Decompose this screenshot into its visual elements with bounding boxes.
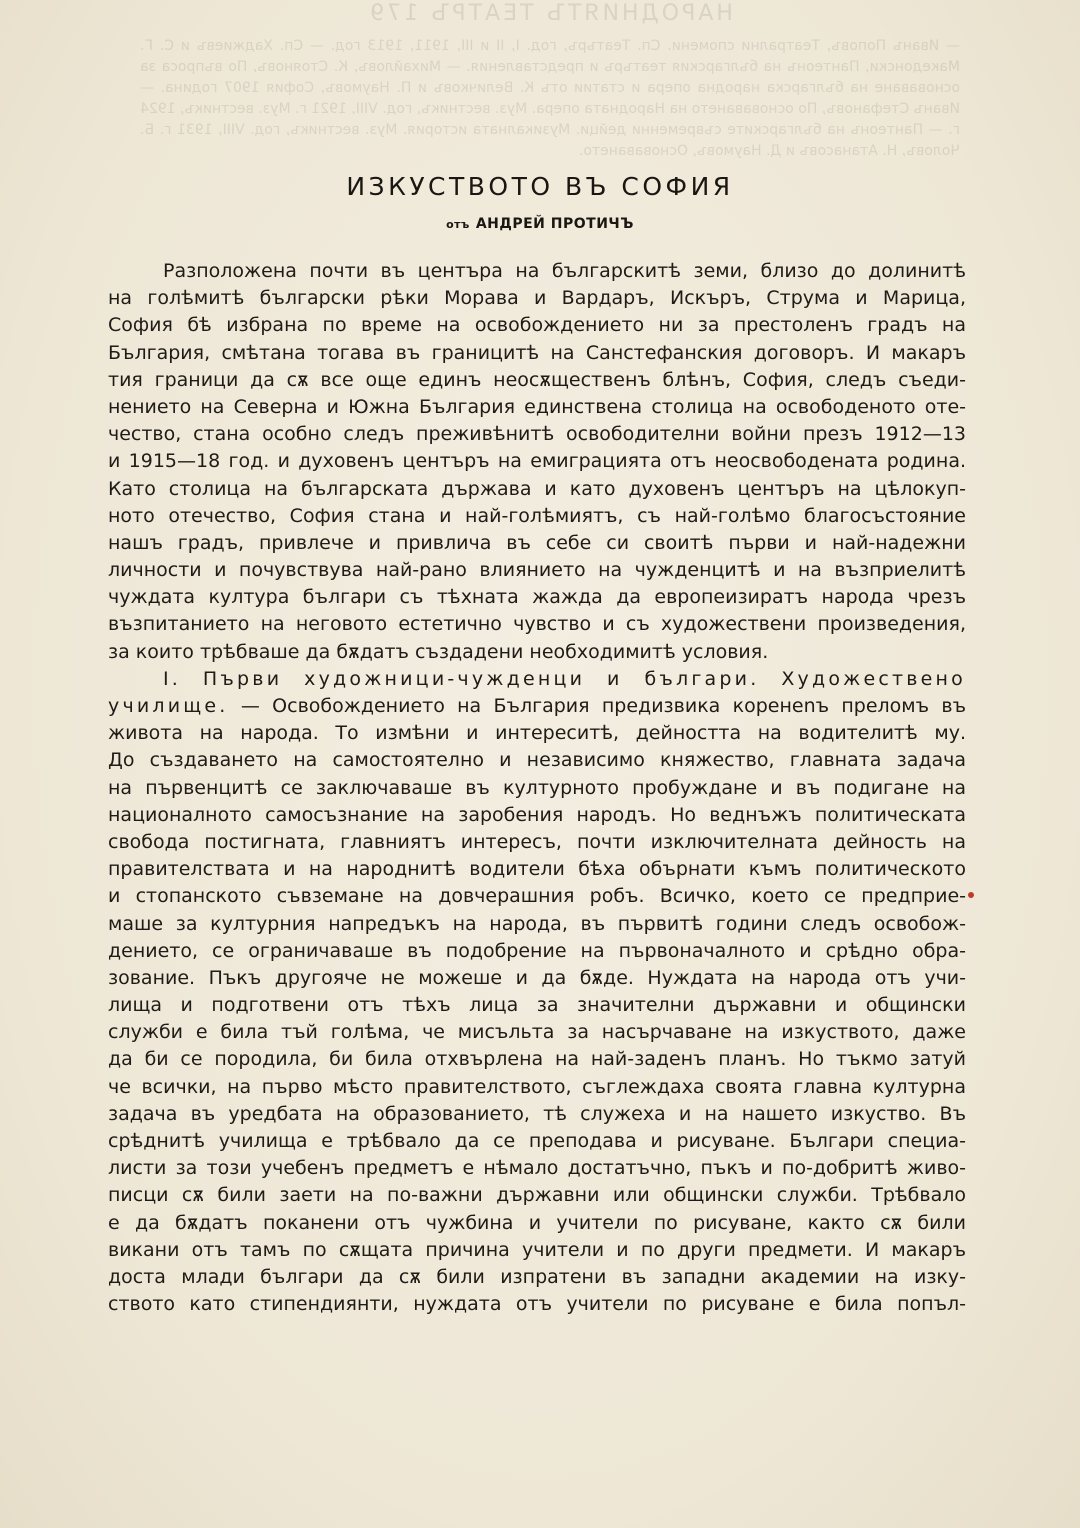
text-line: личности и почувствува най-рано влиянието на чужденцитѣ и на възприелитѣ (108, 559, 966, 582)
text-line: живота на народа. То измѣни и интереситѣ, дейността на водителитѣ му. (108, 722, 966, 745)
text-line: да би се породила, би била отхвърлена на най-заденъ планъ. Но тъкмо затуй (108, 1048, 966, 1071)
text-line: Като столица на българската държава и като духовенъ центъръ на цѣлокуп- (108, 477, 966, 500)
text-line: чество, стана особно следъ преживѣнитѣ освободителни войни презъ 1912—13 (108, 423, 966, 446)
text-line: листи за този учебенъ предметъ е нѣмало достатъчно, пъкъ и по-добритѣ живо- (108, 1157, 966, 1180)
paragraph-2 (108, 666, 966, 1319)
text-line: маше за културния напредъкъ на народа, въ първитѣ години следъ освобож- (108, 912, 966, 935)
text-line: зование. Пъкъ другояче не можеше и да бѫде. Нуждата на народа отъ учи- (108, 966, 966, 989)
text-line: чуждата култура българи съ тѣхната жажда да европеизиратъ народа чрезъ (108, 586, 966, 609)
author-name: АНДРЕЙ ПРОТИЧЪ (475, 216, 634, 232)
text-line: и 1915—18 год. и духовенъ центъръ на емиграцията отъ неосвободената родина. (108, 450, 966, 473)
text-line: е да бѫдатъ поканени отъ чужбина и учители по рисуване, както сѫ били (108, 1211, 966, 1234)
text-line: възпитанието на неговото естетично чувство и съ художествени произведения, (108, 613, 966, 636)
text-line: дението, се ограничаваше въ подобрение на първоначалното и срѣдно обра- (108, 939, 966, 962)
text-line: доста млади българи да сѫ били изпратени въ западни академии на изку- (108, 1265, 966, 1288)
margin-marker-dot (968, 892, 974, 898)
article-title: ИЗКУСТВОТО ВЪ СОФИЯ (346, 172, 734, 201)
text-line: нението на Северна и Южна България единствена столица на освободеното оте- (108, 395, 966, 418)
text-fragment: — Освобождението на България предизвика коренenъ преломъ въ (228, 695, 966, 717)
text-line: ното отечество, София стана и най-голѣмиятъ, съ най-голѣмо благосъстояние (108, 504, 966, 527)
text-line: тия граници да сѫ все още единъ неосѫщественъ блѣнъ, София, следъ съеди- (108, 368, 966, 391)
text-line: за които трѣбваше да бѫдатъ създадени необходимитѣ условия. (108, 640, 769, 663)
byline (0, 216, 1080, 232)
text-line: свобода постигната, главниятъ интересъ, почти изключителната дейность на (108, 830, 966, 853)
text-line: на голѣмитѣ български рѣки Морава и Вардаръ, Искъръ, Струма и Марица, (108, 287, 966, 310)
text-line: лища и подготвени отъ тѣхъ лица за значителни държавни и общински (108, 994, 966, 1017)
section-heading: I. Първи художници-чужденци и българи. Художествено (163, 667, 966, 690)
bleed-through-paragraph: — Иванъ Поповъ, Театрални спомени. Сп. Театъръ, год. I, II и III, 1911, 1913 год. — Сп. Хаджиевъ и С. Г. Македонски, Пантеонъ на българския театъръ и представления. — Михайловъ, К. Стояновъ, По въпроса за основаване на българска народна опера и статии отъ К. Величковъ и П. Наумовъ, София 1907 година. — Иванъ Стефановъ, По основаването на Народната опера. Муз. вестникъ, год. VIII, 1921 г. Муз. вестникъ, 1924 г. — Пантеонъ на българските съвременни дейци. Музикалната история. Муз. вестникъ, год. VIII, 1931 г. Б. Чоловъ, Н. Атанасовъ и Д. Наумовъ, Основаването. (140, 38, 960, 159)
text-line: нашъ градъ, привлече и привлича въ себе си своитѣ първи и най-надежни (108, 531, 966, 554)
text-line: и стопанското съвземане на довчерашния робъ. Всичко, което се предприе- (108, 885, 966, 908)
text-line: срѣднитѣ училища е трѣбвало да се преподава и рисуване. Българи специа- (108, 1130, 966, 1152)
text-line: че всички, на първо мѣсто правителството, съглеждаха своята главна културна (108, 1075, 966, 1098)
text-line: Разположена почти въ центъра на българскитѣ земи, близо до долинитѣ (163, 260, 966, 282)
text-line: националното самосъзнание на заробения народъ. Но веднъжъ политическата (108, 803, 966, 826)
bleed-through-header: НАРОДНИЯТЪ ТЕАТРЪ 179 (367, 1, 733, 26)
section-heading-continued: училище. (108, 695, 229, 717)
text-line: правителствата и на народнитѣ водители бѣха обърнати къмъ политическото (108, 858, 966, 881)
text-line: До създаването на самостоятелно и независимо княжество, главната задача (108, 749, 966, 772)
text-line: на първенцитѣ се заключаваше въ културното пробуждане и въ подигане на (108, 776, 966, 799)
article-body (108, 258, 966, 1318)
text-line: писци сѫ били заети на по-важни държавни или общински служби. Трѣбвало (108, 1184, 966, 1207)
text-line: задача въ уредбата на образованието, тѣ служеха и на нашето изкуство. Въ (108, 1102, 966, 1125)
text-line: служби е била тъй голѣма, че мисъльта за насърчаване на изкуството, даже (108, 1021, 966, 1044)
byline-prefix: отъ (446, 218, 470, 231)
paragraph-1 (108, 258, 966, 666)
text-line: викани отъ тамъ по сѫщата причина учители и по други предмети. И макаръ (108, 1238, 966, 1261)
text-line: ството като стипендиянти, нуждата отъ учители по рисуване е била попъл- (108, 1293, 966, 1316)
text-line: София бѣ избрана по време на освобождението ни за престоленъ градъ на (108, 314, 966, 337)
text-line (108, 693, 966, 720)
text-line: България, смѣтана тогава въ границитѣ на Санстефанския договоръ. И макаръ (108, 341, 966, 364)
